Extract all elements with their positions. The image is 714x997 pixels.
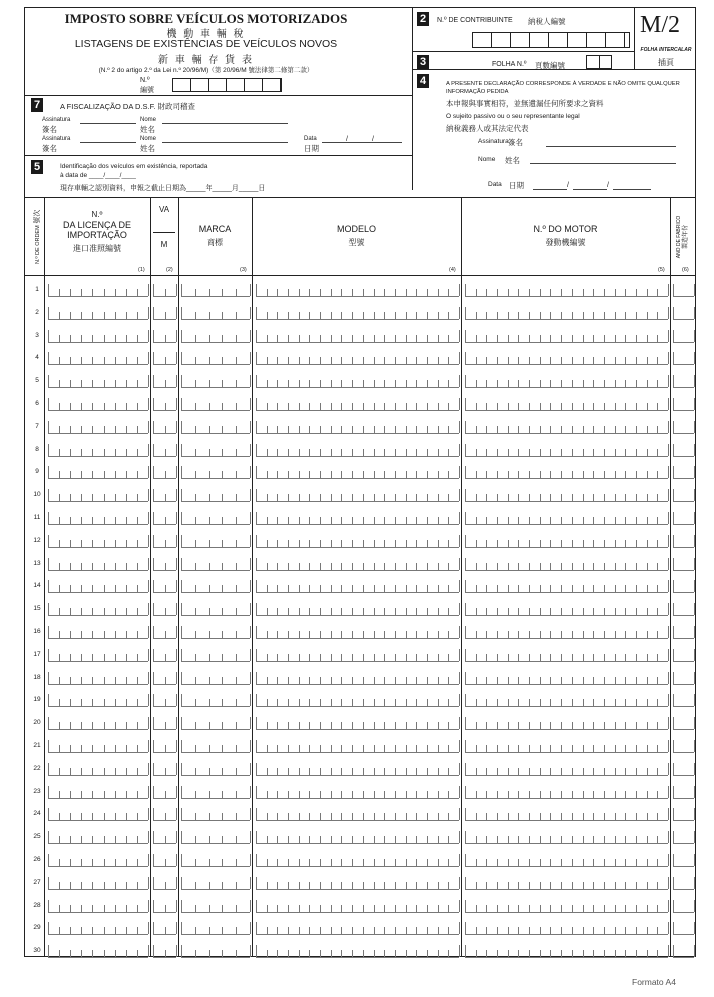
entry-cell[interactable]	[256, 536, 459, 548]
box4-signature-line[interactable]	[546, 146, 676, 147]
entry-cell[interactable]	[153, 331, 176, 343]
box5-line2: à data de ____/____/____	[60, 172, 136, 179]
entry-cell[interactable]	[153, 946, 176, 958]
row-number: 12	[33, 536, 41, 544]
entry-cell[interactable]	[48, 741, 148, 753]
box-5-number: 5	[31, 160, 43, 174]
entry-cell[interactable]	[465, 422, 668, 434]
entry-cell[interactable]	[48, 467, 148, 479]
box7-nome2-pt: Nome	[140, 136, 157, 142]
entry-cell[interactable]	[153, 399, 176, 411]
box4-date-month-line[interactable]	[573, 189, 607, 190]
entry-cell[interactable]	[465, 308, 668, 320]
entry-cell[interactable]	[48, 764, 148, 776]
entry-cell[interactable]	[48, 604, 148, 616]
entry-cell[interactable]	[673, 445, 694, 457]
entry-cell[interactable]	[48, 855, 148, 867]
entry-cell[interactable]	[673, 878, 694, 890]
entry-cell[interactable]	[673, 627, 694, 639]
entry-cell[interactable]	[181, 718, 250, 730]
entry-cell[interactable]	[465, 376, 668, 388]
row-number: 28	[33, 901, 41, 909]
box4-nome-zh: 姓名	[505, 156, 520, 165]
box-7-number: 7	[31, 98, 43, 112]
col-ordem-header: N.º DE ORDEM 號次	[34, 209, 41, 264]
entry-cell[interactable]	[153, 559, 176, 571]
entry-cell[interactable]	[465, 923, 668, 935]
box7-assinatura2-pt: Assinatura	[42, 136, 71, 142]
contribuinte-field[interactable]	[472, 32, 630, 48]
entry-cell[interactable]	[153, 878, 176, 890]
entry-cell[interactable]	[465, 855, 668, 867]
entry-cell[interactable]	[465, 673, 668, 685]
entry-cell[interactable]	[48, 627, 148, 639]
row-number: 14	[33, 582, 41, 590]
entry-cell[interactable]	[181, 376, 250, 388]
entry-cell[interactable]	[673, 490, 694, 502]
entry-cell[interactable]	[673, 946, 694, 958]
entry-cell[interactable]	[465, 581, 668, 593]
entry-cell[interactable]	[673, 923, 694, 935]
entry-cell[interactable]	[181, 513, 250, 525]
entry-cell[interactable]	[181, 946, 250, 958]
entry-cell[interactable]	[465, 901, 668, 913]
title-zh: 機 動 車 輛 稅	[166, 29, 246, 40]
entry-cell[interactable]	[181, 741, 250, 753]
folha-label-zh: 頁數編號	[535, 61, 565, 70]
entry-cell[interactable]	[465, 536, 668, 548]
declaration-pt: A PRESENTE DECLARAÇÃO CORRESPONDE À VERDADE E NÃO OMITE QUALQUER INFORMAÇÃO PEDIDA	[446, 81, 680, 95]
numero-label-pt: N.º	[140, 77, 150, 84]
entry-cell[interactable]	[256, 650, 459, 662]
box4-data-zh: 日期	[509, 181, 524, 190]
entry-cell[interactable]	[673, 513, 694, 525]
entry-cell[interactable]	[673, 422, 694, 434]
entry-cell[interactable]	[465, 741, 668, 753]
entry-cell[interactable]	[256, 331, 459, 343]
entry-cell[interactable]	[673, 285, 694, 297]
col-licenca-header: N.º DA LICENÇA DE IMPORTAÇÃO 進口准照編號	[62, 210, 132, 253]
entry-cell[interactable]	[256, 467, 459, 479]
numero-label-zh: 編號	[140, 87, 154, 94]
col-marca-header: MARCA 商標	[198, 224, 232, 247]
row-number: 25	[33, 833, 41, 841]
entry-cell[interactable]	[48, 878, 148, 890]
entry-cell[interactable]	[256, 308, 459, 320]
entry-cell[interactable]	[673, 376, 694, 388]
row-number: 3	[35, 331, 39, 339]
entry-cell[interactable]	[465, 946, 668, 958]
entry-cell[interactable]	[48, 513, 148, 525]
entry-cell[interactable]	[256, 285, 459, 297]
entry-cell[interactable]	[465, 285, 668, 297]
entry-cell[interactable]	[181, 673, 250, 685]
row-number: 18	[33, 673, 41, 681]
entry-cell[interactable]	[153, 650, 176, 662]
entry-cell[interactable]	[465, 787, 668, 799]
entry-cell[interactable]	[181, 878, 250, 890]
entry-cell[interactable]	[256, 809, 459, 821]
entry-cell[interactable]	[673, 901, 694, 913]
entry-cell[interactable]	[48, 787, 148, 799]
col-motor-header: N.º DO MOTOR 發動機編號	[533, 224, 598, 247]
entry-cell[interactable]	[256, 513, 459, 525]
entry-cell[interactable]	[153, 285, 176, 297]
legal-reference: (N.º 2 do artigo 2.º da Lei n.º 20/96/M)（第 20/96/M 號法律第二條第二款）	[98, 67, 314, 74]
row-number: 13	[33, 559, 41, 567]
col-va-bottom: M	[160, 240, 168, 249]
entry-cell[interactable]	[181, 331, 250, 343]
fiscalizacao-title: A FISCALIZAÇÃO DA D.S.F. 財政司稽查	[60, 102, 196, 111]
row-number: 2	[35, 308, 39, 316]
entry-cell[interactable]	[181, 787, 250, 799]
entry-cell[interactable]	[673, 673, 694, 685]
entry-cell[interactable]	[181, 809, 250, 821]
box7-data-pt: Data	[304, 136, 317, 142]
entry-cell[interactable]	[256, 878, 459, 890]
row-number: 9	[35, 468, 39, 476]
entry-cell[interactable]	[48, 581, 148, 593]
row-number: 17	[33, 650, 41, 658]
col-ano-header: ANO DE FABRICO 製造年份	[676, 215, 689, 259]
entry-cell[interactable]	[48, 946, 148, 958]
row-number: 8	[35, 445, 39, 453]
entry-cell[interactable]	[181, 604, 250, 616]
entry-cell[interactable]	[256, 695, 459, 707]
row-number: 19	[33, 696, 41, 704]
box4-date-year-line[interactable]	[613, 189, 651, 190]
entry-cell[interactable]	[153, 467, 176, 479]
entry-cell[interactable]	[673, 764, 694, 776]
entry-cell[interactable]	[153, 376, 176, 388]
entry-cell[interactable]	[256, 673, 459, 685]
entry-cell[interactable]	[153, 536, 176, 548]
entry-cell[interactable]	[153, 855, 176, 867]
entry-cell[interactable]	[673, 331, 694, 343]
box7-name2-line[interactable]	[162, 142, 288, 143]
entry-cell[interactable]	[181, 627, 250, 639]
entry-cell[interactable]	[48, 559, 148, 571]
entry-cell[interactable]	[48, 445, 148, 457]
entry-cell[interactable]	[465, 718, 668, 730]
entry-cell[interactable]	[153, 741, 176, 753]
entry-cell[interactable]	[48, 308, 148, 320]
box7-nome2-zh: 姓名	[140, 144, 155, 153]
entry-cell[interactable]	[48, 650, 148, 662]
box-2-number: 2	[417, 12, 429, 26]
entry-cell[interactable]	[181, 308, 250, 320]
entry-cell[interactable]	[181, 695, 250, 707]
entry-cell[interactable]	[153, 513, 176, 525]
entry-cell[interactable]	[465, 878, 668, 890]
entry-cell[interactable]	[181, 855, 250, 867]
row-number: 23	[33, 787, 41, 795]
entry-cell[interactable]	[256, 559, 459, 571]
box7-assinatura1-zh: 簽名	[42, 125, 57, 134]
box5-line3: 現存車輛之認別資料，申報之截止日期為_____年_____月_____日	[60, 185, 266, 192]
entry-cell[interactable]	[673, 695, 694, 707]
entry-cell[interactable]	[673, 467, 694, 479]
entry-cell[interactable]	[181, 536, 250, 548]
entry-cell[interactable]	[256, 604, 459, 616]
entry-cell[interactable]	[181, 581, 250, 593]
format-label: Formato A4	[632, 977, 676, 987]
entry-cell[interactable]	[153, 764, 176, 776]
row-number: 16	[33, 628, 41, 635]
form-sub-zh: 插頁	[658, 58, 674, 67]
row-number: 4	[35, 354, 39, 362]
row-number: 26	[33, 856, 41, 863]
col-modelo-header: MODELO 型號	[336, 224, 376, 247]
entry-cell[interactable]	[256, 627, 459, 639]
entry-cell[interactable]	[673, 581, 694, 593]
entry-cell[interactable]	[256, 787, 459, 799]
entry-cell[interactable]	[153, 673, 176, 685]
row-number: 29	[33, 924, 41, 932]
entry-cell[interactable]	[48, 536, 148, 548]
subtitle-pt: LISTAGENS DE EXISTÊNCIAS DE VEÍCULOS NOVOS	[74, 38, 338, 50]
entry-cell[interactable]	[673, 559, 694, 571]
entry-cell[interactable]	[465, 353, 668, 365]
row-number: 22	[33, 764, 41, 772]
row-number: 20	[33, 719, 41, 727]
box7-nome1-zh: 姓名	[140, 125, 155, 134]
entry-cell[interactable]	[673, 604, 694, 616]
row-number: 21	[33, 742, 41, 749]
entry-cell[interactable]	[673, 855, 694, 867]
entry-cell[interactable]	[465, 467, 668, 479]
row-number: 24	[33, 810, 41, 818]
entry-cell[interactable]	[256, 946, 459, 958]
box7-assinatura2-zh: 簽名	[42, 144, 57, 153]
entry-cell[interactable]	[465, 764, 668, 776]
contribuinte-label-zh: 納稅人編號	[528, 17, 566, 26]
entry-cell[interactable]	[256, 581, 459, 593]
entry-cell[interactable]	[256, 855, 459, 867]
entry-cell[interactable]	[48, 901, 148, 913]
entry-cell[interactable]	[256, 832, 459, 844]
entry-cell[interactable]	[465, 513, 668, 525]
entry-cell[interactable]	[153, 308, 176, 320]
entry-cell[interactable]	[48, 695, 148, 707]
box4-assinatura-zh: 簽名	[508, 138, 523, 147]
box7-date-line[interactable]	[322, 142, 402, 143]
entry-cell[interactable]	[465, 331, 668, 343]
row-number: 30	[33, 947, 41, 955]
entry-cell[interactable]	[181, 559, 250, 571]
folha-field[interactable]	[586, 55, 612, 69]
entry-cell[interactable]	[181, 923, 250, 935]
entry-cell[interactable]	[181, 399, 250, 411]
form-code: M/2	[640, 12, 681, 38]
box-3-number: 3	[417, 55, 429, 69]
entry-cell[interactable]	[153, 923, 176, 935]
col-va-top: VA	[158, 205, 170, 214]
entry-cell[interactable]	[673, 809, 694, 821]
row-number: 11	[33, 514, 41, 521]
entry-cell[interactable]	[465, 490, 668, 502]
entry-cell[interactable]	[48, 285, 148, 297]
entry-cell[interactable]	[153, 787, 176, 799]
entry-cell[interactable]	[465, 445, 668, 457]
entry-cell[interactable]	[256, 376, 459, 388]
entry-cell[interactable]	[465, 695, 668, 707]
entry-cell[interactable]	[153, 718, 176, 730]
box5-line1: Identificação dos veículos em existência, reportada	[60, 163, 208, 170]
entry-cell[interactable]	[673, 741, 694, 753]
entry-cell[interactable]	[48, 832, 148, 844]
entry-cell[interactable]	[465, 604, 668, 616]
entry-cell[interactable]	[181, 764, 250, 776]
title-pt: IMPOSTO SOBRE VEÍCULOS MOTORIZADOS	[64, 11, 348, 26]
entry-cell[interactable]	[153, 353, 176, 365]
entry-cell[interactable]	[48, 718, 148, 730]
entry-cell[interactable]	[153, 422, 176, 434]
box7-signature2-line[interactable]	[80, 142, 136, 143]
entry-cell[interactable]	[465, 832, 668, 844]
declaration-zh: 本申報與事實相符，並無遺漏任何所要求之資料	[446, 99, 604, 108]
entry-cell[interactable]	[181, 467, 250, 479]
box4-date-day-line[interactable]	[533, 189, 567, 190]
box7-signature1-line[interactable]	[80, 123, 136, 124]
contribuinte-label-pt: N.º DE CONTRIBUINTE	[437, 17, 513, 24]
entry-cell[interactable]	[181, 650, 250, 662]
representative-pt: O sujeito passivo ou o seu representante legal	[446, 113, 580, 120]
box7-name1-line[interactable]	[162, 123, 288, 124]
folha-label-pt: FOLHA N.º	[492, 61, 527, 68]
entry-cell[interactable]	[181, 422, 250, 434]
entry-cell[interactable]	[48, 673, 148, 685]
entry-cell[interactable]	[673, 399, 694, 411]
entry-cell[interactable]	[48, 331, 148, 343]
box4-data-pt: Data	[488, 181, 502, 188]
entry-cell[interactable]	[465, 809, 668, 821]
entry-cell[interactable]	[153, 809, 176, 821]
entry-cell[interactable]	[673, 718, 694, 730]
row-number: 1	[35, 286, 39, 293]
box7-data-zh: 日期	[304, 144, 319, 153]
box4-name-line[interactable]	[530, 163, 676, 164]
form-sub-pt: FOLHA INTERCALAR	[640, 47, 692, 53]
row-number: 27	[33, 878, 41, 886]
entry-cell[interactable]	[153, 627, 176, 639]
entry-cell[interactable]	[673, 832, 694, 844]
subtitle-zh: 新 車 輛 存 貨 表	[158, 55, 254, 66]
entry-cell[interactable]	[181, 490, 250, 502]
entry-cell[interactable]	[153, 604, 176, 616]
box7-nome1-pt: Nome	[140, 117, 157, 123]
entry-cell[interactable]	[673, 650, 694, 662]
entry-cell[interactable]	[256, 399, 459, 411]
box-4-number: 4	[417, 74, 429, 88]
entry-cell[interactable]	[48, 399, 148, 411]
entry-cell[interactable]	[181, 901, 250, 913]
box7-assinatura1-pt: Assinatura	[42, 117, 71, 123]
entry-cell[interactable]	[48, 353, 148, 365]
row-number: 5	[35, 377, 39, 385]
entry-cell[interactable]	[48, 923, 148, 935]
entry-cell[interactable]	[181, 285, 250, 297]
entry-cell[interactable]	[153, 832, 176, 844]
representative-zh: 納稅義務人或其法定代表	[446, 124, 529, 133]
entry-cell[interactable]	[181, 445, 250, 457]
entry-cell[interactable]	[256, 764, 459, 776]
entry-cell[interactable]	[181, 353, 250, 365]
entry-cell[interactable]	[673, 353, 694, 365]
entry-cell[interactable]	[153, 695, 176, 707]
entry-cell[interactable]	[256, 490, 459, 502]
numero-field[interactable]	[172, 78, 282, 92]
entry-cell[interactable]	[153, 581, 176, 593]
box4-assinatura-pt: Assinatura	[478, 138, 509, 145]
entry-cell[interactable]	[673, 787, 694, 799]
entry-cell[interactable]	[48, 422, 148, 434]
row-number: 10	[33, 491, 41, 499]
entry-cell[interactable]	[673, 308, 694, 320]
entry-cell[interactable]	[256, 353, 459, 365]
entry-cell[interactable]	[465, 650, 668, 662]
entry-cell[interactable]	[153, 490, 176, 502]
entry-cell[interactable]	[256, 422, 459, 434]
entry-cell[interactable]	[256, 445, 459, 457]
entry-cell[interactable]	[153, 445, 176, 457]
entry-cell[interactable]	[465, 627, 668, 639]
entry-cell[interactable]	[48, 490, 148, 502]
row-number: 7	[35, 422, 39, 430]
entry-cell[interactable]	[153, 901, 176, 913]
box4-nome-pt: Nome	[478, 156, 496, 163]
entry-cell[interactable]	[256, 923, 459, 935]
entry-cell[interactable]	[465, 399, 668, 411]
entry-cell[interactable]	[465, 559, 668, 571]
entry-cell[interactable]	[48, 809, 148, 821]
entry-cell[interactable]	[256, 718, 459, 730]
row-number: 6	[35, 400, 39, 407]
entry-cell[interactable]	[48, 376, 148, 388]
entry-cell[interactable]	[256, 741, 459, 753]
entry-cell[interactable]	[673, 536, 694, 548]
row-number: 15	[33, 605, 41, 613]
entry-cell[interactable]	[181, 832, 250, 844]
entry-cell[interactable]	[256, 901, 459, 913]
